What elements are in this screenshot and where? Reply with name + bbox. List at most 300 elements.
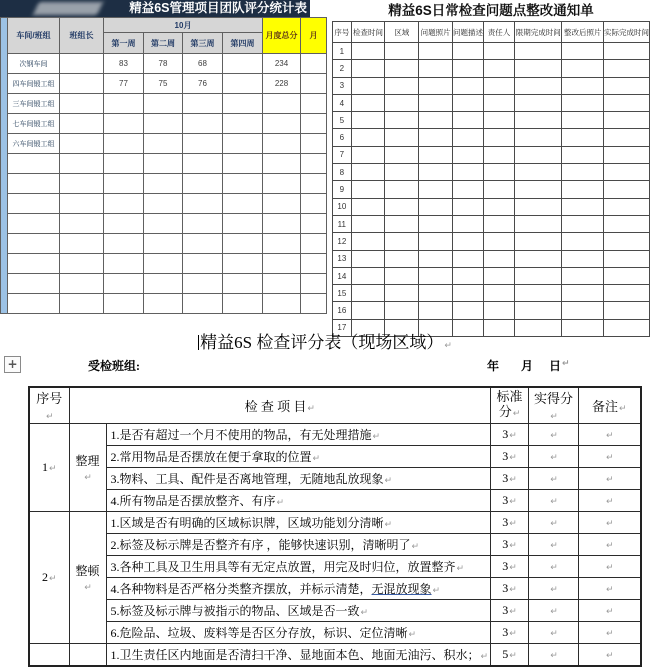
check-item-row: [29, 622, 641, 644]
actual-score-cell: [529, 644, 579, 666]
redacted-blur-patch: [33, 2, 103, 15]
pilcrow-mark: ↵: [48, 574, 57, 584]
empty-cell: [603, 164, 649, 181]
row-number-cell: 6: [333, 129, 352, 146]
table-move-handle-icon[interactable]: +: [4, 356, 21, 373]
pilcrow-mark: ↵: [509, 650, 517, 661]
monthly-total-cell: [263, 114, 301, 134]
empty-cell: [419, 233, 453, 250]
leader-cell: [60, 74, 104, 94]
pilcrow-mark: ↵: [509, 497, 517, 507]
empty-cell: [515, 164, 562, 181]
team-score-row: [1, 234, 327, 254]
monthly-total-cell: [263, 154, 301, 174]
monthly-total-cell: [263, 214, 301, 234]
team-score-row: [1, 54, 327, 74]
underlined-phrase: 无混放现象: [371, 582, 432, 596]
empty-cell: [385, 215, 419, 232]
week-score-cell: [183, 94, 223, 114]
empty-cell: [385, 267, 419, 284]
empty-cell: [452, 198, 483, 215]
monthly-total-cell: 228: [263, 74, 301, 94]
empty-cell: [452, 285, 483, 302]
notice-column-header: 限期完成时间: [515, 22, 562, 43]
leader-cell: [60, 294, 104, 314]
team-score-row: [1, 114, 327, 134]
notice-row: [333, 129, 650, 146]
week-score-cell: [223, 134, 263, 154]
empty-cell: [603, 112, 649, 129]
empty-cell: [385, 60, 419, 77]
team-score-table-section: [0, 0, 327, 314]
empty-cell: [515, 94, 562, 111]
clipped-cell: [301, 274, 327, 294]
empty-cell: [452, 112, 483, 129]
monthly-total-cell: [263, 274, 301, 294]
empty-cell: [351, 146, 385, 163]
empty-cell: [603, 302, 649, 319]
empty-cell: [452, 146, 483, 163]
pilcrow-mark: ↵: [432, 586, 441, 596]
empty-cell: [452, 77, 483, 94]
team-score-row: [1, 134, 327, 154]
team-score-row: [1, 274, 327, 294]
check-item-row: [29, 556, 641, 578]
check-item-row: [29, 468, 641, 490]
empty-cell: [562, 285, 604, 302]
week-score-cell: [223, 194, 263, 214]
monthly-total-cell: [263, 234, 301, 254]
pilcrow-mark: ↵: [509, 629, 517, 639]
empty-cell: [452, 250, 483, 267]
group-name-cell: [8, 254, 60, 274]
empty-cell: [515, 181, 562, 198]
week-score-cell: [104, 114, 144, 134]
standard-score-cell: 3↵: [491, 446, 529, 468]
empty-cell: [483, 112, 514, 129]
group-name-cell: [8, 194, 60, 214]
empty-cell: [562, 112, 604, 129]
inspection-sheet-meta-row: [0, 353, 650, 377]
empty-cell: [419, 250, 453, 267]
week-score-cell: [183, 154, 223, 174]
empty-cell: [385, 250, 419, 267]
week-score-cell: [104, 214, 144, 234]
check-item-row: [29, 490, 641, 512]
leader-cell: [60, 154, 104, 174]
clipped-column-header: 月: [301, 18, 327, 54]
empty-cell: [351, 60, 385, 77]
pilcrow-mark: ↵: [550, 412, 558, 422]
monthly-total-cell: [263, 194, 301, 214]
pilcrow-mark: ↵: [411, 542, 420, 552]
empty-cell: [515, 215, 562, 232]
empty-cell: [603, 198, 649, 215]
actual-score-cell: [529, 622, 579, 644]
standard-score-cell: 3↵: [491, 534, 529, 556]
empty-cell: [515, 112, 562, 129]
week-score-cell: 83: [104, 54, 144, 74]
empty-cell: [385, 112, 419, 129]
empty-cell: [385, 146, 419, 163]
row-number-cell: 12: [333, 233, 352, 250]
pilcrow-mark: ↵: [509, 541, 517, 551]
pilcrow-mark: ↵: [509, 585, 517, 595]
inspected-team-label: 受检班组:: [88, 359, 140, 373]
notice-row: [333, 60, 650, 77]
week-score-cell: [183, 274, 223, 294]
notice-column-header: 区域: [385, 22, 419, 43]
notice-row: [333, 112, 650, 129]
pilcrow-mark: ↵: [550, 475, 558, 485]
empty-cell: [483, 250, 514, 267]
pilcrow-mark: ↵: [550, 650, 558, 661]
week-score-cell: [104, 254, 144, 274]
empty-cell: [562, 267, 604, 284]
week-score-cell: [144, 154, 183, 174]
pilcrow-mark: ↵: [312, 454, 321, 464]
row-number-cell: 13: [333, 250, 352, 267]
group-name-cell: 三车间锻工组: [8, 94, 60, 114]
week-score-cell: [223, 174, 263, 194]
row-number-cell: 16: [333, 302, 352, 319]
pilcrow-mark: ↵: [509, 431, 517, 441]
check-item-row: [29, 578, 641, 600]
empty-cell: [562, 94, 604, 111]
pilcrow-mark: ↵: [606, 629, 614, 639]
empty-cell: [483, 94, 514, 111]
empty-cell: [515, 146, 562, 163]
pilcrow-mark: ↵: [606, 541, 614, 551]
rectification-notice-grid: [332, 21, 650, 337]
week-score-cell: [104, 294, 144, 314]
notice-row: [333, 164, 650, 181]
pilcrow-mark: ↵: [408, 630, 417, 640]
week-score-cell: [104, 134, 144, 154]
notice-row: [333, 94, 650, 111]
month-header: 10月: [104, 18, 263, 33]
empty-cell: [452, 302, 483, 319]
notice-column-header: 检查时间: [351, 22, 385, 43]
standard-score-cell: 3↵: [491, 468, 529, 490]
week-score-cell: [183, 214, 223, 234]
empty-cell: [351, 285, 385, 302]
row-number-cell: 14: [333, 267, 352, 284]
pilcrow-mark: ↵: [562, 359, 570, 369]
pilcrow-mark: ↵: [84, 472, 92, 483]
empty-cell: [385, 77, 419, 94]
clipped-cell: [301, 214, 327, 234]
rectification-notice-title: 精益6S日常检查问题点整改通知单: [388, 3, 594, 18]
pilcrow-mark: ↵: [606, 650, 614, 661]
week-column-header: 第四周: [223, 33, 263, 54]
leader-cell: [60, 174, 104, 194]
empty-cell: [385, 233, 419, 250]
notice-row: [333, 285, 650, 302]
pilcrow-mark: ↵: [606, 431, 614, 441]
pilcrow-mark: ↵: [550, 607, 558, 617]
empty-cell: [351, 94, 385, 111]
empty-cell: [515, 43, 562, 60]
week-score-cell: [104, 234, 144, 254]
empty-cell: [515, 302, 562, 319]
check-item-row: [29, 600, 641, 622]
empty-cell: [351, 215, 385, 232]
leader-cell: [60, 54, 104, 74]
month-label: 月: [521, 359, 534, 373]
group-name-cell: 七车间锻工组: [8, 114, 60, 134]
week-score-cell: [183, 114, 223, 134]
leader-cell: [60, 214, 104, 234]
clipped-cell: [301, 154, 327, 174]
pilcrow-mark: ↵: [619, 404, 627, 414]
empty-cell: [351, 181, 385, 198]
leader-column-header: 班组长: [60, 18, 104, 54]
section-name-cell: 整顿↵: [69, 512, 106, 644]
empty-cell: [351, 164, 385, 181]
empty-cell: [562, 198, 604, 215]
remark-header: 备注↵: [579, 387, 641, 424]
empty-cell: [483, 215, 514, 232]
notice-row: [333, 302, 650, 319]
empty-cell: [562, 181, 604, 198]
standard-score-cell: 3↵: [491, 424, 529, 446]
team-score-row: [1, 154, 327, 174]
empty-cell: [419, 285, 453, 302]
row-number-cell: 3: [333, 77, 352, 94]
week-score-cell: [183, 194, 223, 214]
row-number-cell: 2: [333, 60, 352, 77]
empty-cell: [419, 60, 453, 77]
pilcrow-mark: ↵: [45, 412, 54, 422]
standard-score-cell: 3↵: [491, 556, 529, 578]
empty-cell: [562, 302, 604, 319]
empty-cell: [419, 181, 453, 198]
monthly-total-cell: [263, 94, 301, 114]
row-number-cell: 1: [333, 43, 352, 60]
empty-cell: [452, 94, 483, 111]
week-score-cell: [104, 94, 144, 114]
clipped-cell: [301, 54, 327, 74]
pilcrow-mark: ↵: [550, 563, 558, 573]
empty-cell: [351, 267, 385, 284]
actual-score-cell: [529, 424, 579, 446]
section-name-cell: [69, 644, 106, 666]
standard-score-cell: 3↵: [491, 512, 529, 534]
clipped-cell: [301, 134, 327, 154]
leader-cell: [60, 254, 104, 274]
empty-cell: [562, 146, 604, 163]
empty-cell: [419, 164, 453, 181]
notice-row: [333, 181, 650, 198]
check-item-text-cell: 4.所有物品是否摆放整齐、有序↵: [106, 490, 491, 512]
team-score-row: [1, 94, 327, 114]
clipped-cell: [301, 74, 327, 94]
leader-cell: [60, 274, 104, 294]
empty-cell: [562, 60, 604, 77]
empty-cell: [385, 129, 419, 146]
empty-cell: [603, 181, 649, 198]
week-score-cell: 78: [144, 54, 183, 74]
pilcrow-mark: ↵: [606, 497, 614, 507]
empty-cell: [419, 146, 453, 163]
week-score-cell: 77: [104, 74, 144, 94]
remark-cell: [579, 556, 641, 578]
empty-cell: [385, 285, 419, 302]
week-score-cell: [144, 114, 183, 134]
group-name-cell: [8, 274, 60, 294]
empty-cell: [351, 250, 385, 267]
monthly-total-cell: [263, 294, 301, 314]
remark-cell: [579, 424, 641, 446]
week-score-cell: 68: [183, 54, 223, 74]
remark-cell: [579, 578, 641, 600]
notice-row: [333, 77, 650, 94]
monthly-total-cell: [263, 254, 301, 274]
leader-cell: [60, 194, 104, 214]
pilcrow-mark: ↵: [372, 432, 381, 442]
check-item-text-cell: 1.是否有超过一个月不使用的物品，有无处理措施↵: [106, 424, 491, 446]
standard-score-cell: 5↵: [491, 644, 529, 666]
standard-score-header: 标准分↵: [491, 387, 529, 424]
empty-cell: [351, 112, 385, 129]
team-score-grid: [0, 17, 327, 314]
empty-cell: [562, 215, 604, 232]
pilcrow-mark: ↵: [606, 585, 614, 595]
check-item-text-cell: 5.标签及标示牌与被指示的物品、区域是否一致↵: [106, 600, 491, 622]
actual-score-cell: [529, 446, 579, 468]
empty-cell: [452, 164, 483, 181]
remark-cell: [579, 600, 641, 622]
empty-cell: [419, 198, 453, 215]
team-score-row: [1, 294, 327, 314]
notice-column-header: 问题描述: [452, 22, 483, 43]
leader-cell: [60, 234, 104, 254]
week-score-cell: [104, 174, 144, 194]
group-name-cell: 次钢车间: [8, 54, 60, 74]
empty-cell: [562, 43, 604, 60]
item-column-header: 检 查 项 目↵: [69, 387, 491, 424]
empty-cell: [419, 129, 453, 146]
pilcrow-mark: ↵: [606, 607, 614, 617]
empty-cell: [603, 146, 649, 163]
monthly-total-header: 月度总分: [263, 18, 301, 54]
empty-cell: [562, 77, 604, 94]
week-score-cell: [104, 274, 144, 294]
section-number-cell: [29, 644, 69, 666]
group-name-cell: [8, 214, 60, 234]
empty-cell: [452, 267, 483, 284]
pilcrow-mark: ↵: [606, 563, 614, 573]
group-column-header: 车间/班组: [8, 18, 60, 54]
row-number-cell: 5: [333, 112, 352, 129]
check-item-row: [29, 446, 641, 468]
empty-cell: [515, 77, 562, 94]
leader-cell: [60, 134, 104, 154]
empty-cell: [483, 285, 514, 302]
empty-cell: [562, 129, 604, 146]
week-score-cell: [223, 254, 263, 274]
empty-cell: [483, 164, 514, 181]
week-score-cell: [223, 114, 263, 134]
actual-score-header: 实得分↵: [529, 387, 579, 424]
empty-cell: [483, 267, 514, 284]
check-item-row: [29, 534, 641, 556]
empty-cell: [603, 285, 649, 302]
empty-cell: [515, 233, 562, 250]
empty-cell: [419, 215, 453, 232]
team-score-title-bar: [0, 0, 310, 17]
week-score-cell: [144, 174, 183, 194]
empty-cell: [515, 198, 562, 215]
empty-cell: [452, 181, 483, 198]
empty-cell: [603, 215, 649, 232]
clipped-cell: [301, 174, 327, 194]
notice-column-header: 整改后照片: [562, 22, 604, 43]
empty-cell: [385, 43, 419, 60]
empty-cell: [452, 233, 483, 250]
row-number-cell: 11: [333, 215, 352, 232]
empty-cell: [483, 233, 514, 250]
actual-score-cell: [529, 512, 579, 534]
pilcrow-mark: ↵: [550, 585, 558, 595]
inspection-score-sheet-section: [0, 326, 650, 662]
empty-cell: [562, 233, 604, 250]
check-item-row: [29, 512, 641, 534]
week-score-cell: [144, 254, 183, 274]
check-item-text-cell: 6.危险品、垃圾、废料等是否区分存放，标识、定位清晰↵: [106, 622, 491, 644]
check-item-text-cell: 4.各种物料是否严格分类整齐摆放，并标示清楚，无混放现象↵: [106, 578, 491, 600]
pilcrow-mark: ↵: [384, 520, 393, 530]
empty-cell: [515, 267, 562, 284]
pilcrow-mark: ↵: [48, 464, 57, 474]
actual-score-cell: [529, 468, 579, 490]
team-score-row: [1, 74, 327, 94]
empty-cell: [351, 233, 385, 250]
remark-cell: [579, 512, 641, 534]
row-number-cell: 8: [333, 164, 352, 181]
pilcrow-mark: ↵: [512, 409, 521, 419]
notice-column-header: 责任人: [483, 22, 514, 43]
empty-cell: [483, 181, 514, 198]
pilcrow-mark: ↵: [509, 475, 517, 485]
monthly-total-cell: [263, 134, 301, 154]
week-score-cell: [144, 194, 183, 214]
check-item-text-cell: 2.标签及标示牌是否整齐有序 ，能够快速识别，清晰明了↵: [106, 534, 491, 556]
empty-cell: [483, 43, 514, 60]
remark-cell: [579, 534, 641, 556]
row-number-cell: 9: [333, 181, 352, 198]
empty-cell: [419, 94, 453, 111]
notice-row: [333, 250, 650, 267]
week-score-cell: [223, 234, 263, 254]
empty-cell: [419, 302, 453, 319]
clipped-cell: [301, 254, 327, 274]
pilcrow-mark: ↵: [509, 453, 517, 463]
week-score-cell: [183, 254, 223, 274]
remark-cell: [579, 644, 641, 666]
remark-cell: [579, 490, 641, 512]
notice-row: [333, 43, 650, 60]
actual-score-cell: [529, 578, 579, 600]
remark-cell: [579, 468, 641, 490]
empty-cell: [603, 94, 649, 111]
empty-cell: [452, 43, 483, 60]
empty-cell: [603, 233, 649, 250]
week-score-cell: [144, 214, 183, 234]
pilcrow-mark: ↵: [384, 476, 393, 486]
week-score-cell: [144, 134, 183, 154]
